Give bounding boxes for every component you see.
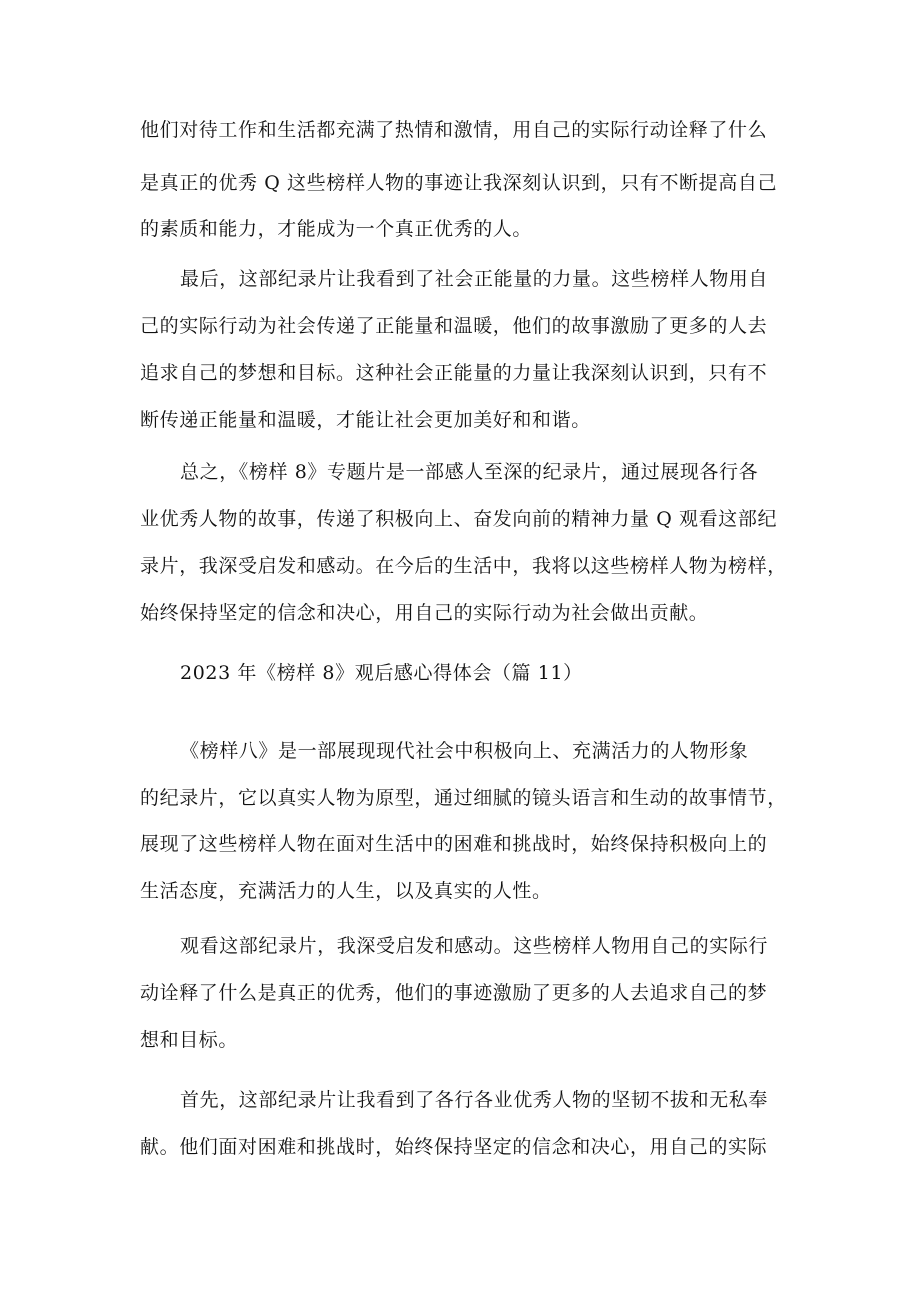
body-text-line: 业优秀人物的故事，传递了积极向上、奋发向前的精神力量 Q 观看这部纪 [140,508,778,530]
body-text-line: 是真正的优秀 Q 这些榜样人物的事迹让我深刻认识到，只有不断提高自己 [140,172,778,194]
body-text-line: 献。他们面对困难和挑战时，始终保持坚定的信念和决心，用自己的实际 [140,1136,768,1158]
body-text-line: 己的实际行动为社会传递了正能量和温暖，他们的故事激励了更多的人去 [140,315,768,337]
body-text-line: 断传递正能量和温暖，才能让社会更加美好和和谐。 [140,409,591,431]
body-text-line: 的素质和能力，才能成为一个真正优秀的人。 [140,218,533,240]
section-heading: 2023 年《榜样 8》观后感心得体会（篇 11） [180,662,583,684]
body-text-line: 生活态度，充满活力的人生，以及真实的人性。 [140,880,552,902]
body-text-line: 他们对待工作和生活都充满了热情和激情，用自己的实际行动诠释了什么 [140,119,768,141]
body-text-line: 观看这部纪录片，我深受启发和感动。这些榜样人物用自己的实际行 [180,935,769,957]
body-text-line: 追求自己的梦想和目标。这种社会正能量的力量让我深刻认识到，只有不 [140,362,768,384]
body-text-line: 总之，《榜样 8》专题片是一部感人至深的纪录片，通过展现各行各 [180,461,759,483]
body-text-line: 首先，这部纪录片让我看到了各行各业优秀人物的坚韧不拔和无私奉 [180,1089,769,1111]
body-text-line: 想和目标。 [140,1029,239,1051]
body-text-line: 始终保持坚定的信念和决心，用自己的实际行动为社会做出贡献。 [140,602,709,624]
body-text-line: 《榜样八》是一部展现现代社会中积极向上、充满活力的人物形象 [180,740,749,762]
body-text-line: 录片，我深受启发和感动。在今后的生活中，我将以这些榜样人物为榜样， [140,555,787,577]
body-text-line: 动诠释了什么是真正的优秀，他们的事迹激励了更多的人去追求自己的梦 [140,982,768,1004]
body-text-line: 最后，这部纪录片让我看到了社会正能量的力量。这些榜样人物用自 [180,268,769,290]
body-text-line: 展现了这些榜样人物在面对生活中的困难和挑战时，始终保持积极向上的 [140,833,768,855]
body-text-line: 的纪录片，它以真实人物为原型，通过细腻的镜头语言和生动的故事情节， [140,787,787,809]
